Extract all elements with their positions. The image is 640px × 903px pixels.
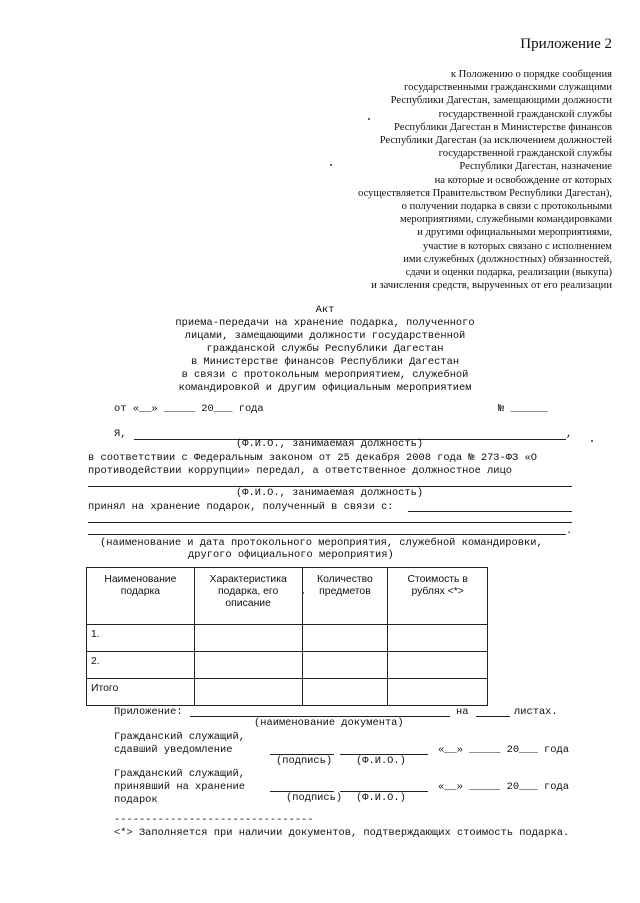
sender-date-field[interactable]: «__» _____ 20___ года xyxy=(438,744,569,756)
table-cell[interactable] xyxy=(388,679,488,706)
regulation-line: к Положению о порядке сообщения xyxy=(450,69,612,80)
act-title xyxy=(0,304,640,395)
fio-position-caption-2: (Ф.И.О., занимаемая должность) xyxy=(236,487,424,499)
sender-label: Гражданский служащий, xyxy=(114,731,245,743)
table-row-total xyxy=(87,679,488,706)
scan-speck xyxy=(302,592,304,594)
receiver-label: подарок xyxy=(114,794,158,806)
receiver-label: Гражданский служащий, xyxy=(114,768,245,780)
table-row xyxy=(87,625,488,652)
attachment-sheets-input-line[interactable] xyxy=(476,716,510,717)
table-cell[interactable] xyxy=(194,625,302,652)
regulation-line: Республики Дагестан (за исключением должностей xyxy=(379,135,612,147)
act-title-line: гражданской службы Республики Дагестан xyxy=(206,343,444,355)
regulation-reference xyxy=(282,68,612,292)
event-caption: другого официального мероприятия) xyxy=(188,549,394,561)
column-header: Стоимость в рублях <*> xyxy=(388,568,488,625)
signature-caption: (подпись) xyxy=(276,755,333,767)
column-header: Наименование подарка xyxy=(87,568,195,625)
doc-name-caption: (наименование документа) xyxy=(254,717,404,729)
regulation-line: о получении подарка в связи с протокольными xyxy=(401,201,612,213)
act-title-line: приема-передачи на хранение подарка, полученного xyxy=(175,317,475,329)
footnote: <*> Заполняется при наличии документов, подтверждающих стоимость подарка. xyxy=(114,827,570,839)
regulation-line: мероприятиями, служебными командировками xyxy=(400,214,612,226)
regulation-line: и другими официальными мероприятиями, xyxy=(417,227,612,239)
regulation-line: ими служебных (должностных) обязанностей, xyxy=(403,253,612,265)
event-input-line-2[interactable] xyxy=(88,522,572,523)
scan-speck xyxy=(330,164,332,166)
footnote-separator: -------------------------------- xyxy=(114,814,314,826)
act-number-field[interactable]: № ______ xyxy=(498,403,548,415)
receiver-date-field[interactable]: «__» _____ 20___ года xyxy=(438,781,569,793)
act-title-line: командировкой и другим официальным мероприятием xyxy=(178,382,472,394)
table-cell[interactable] xyxy=(302,625,388,652)
table-cell[interactable] xyxy=(302,679,388,706)
table-cell[interactable]: Итого xyxy=(87,679,195,706)
regulation-line: сдачи и оценки подарка, реализации (выкупа) xyxy=(405,267,612,279)
receiver-label: принявший на хранение xyxy=(114,781,245,793)
fio-position-caption: (Ф.И.О., занимаемая должность) xyxy=(236,438,424,450)
appendix-title: Приложение 2 xyxy=(520,36,612,52)
accepted-line: принял на хранение подарок, полученный в связи с: xyxy=(88,501,394,513)
table-cell[interactable]: 1. xyxy=(87,625,195,652)
gift-table xyxy=(86,567,488,706)
scan-speck xyxy=(591,440,593,442)
table-cell[interactable] xyxy=(388,652,488,679)
fio-caption: (Ф.И.О.) xyxy=(356,792,406,804)
act-date-field[interactable]: от «__» _____ 20___ года xyxy=(114,403,264,415)
event-caption: (наименование и дата протокольного мероприятия, служебной командировки, xyxy=(100,537,543,549)
table-cell[interactable] xyxy=(194,652,302,679)
table-cell[interactable]: 2. xyxy=(87,652,195,679)
act-title-line: Акт xyxy=(315,304,335,316)
law-reference-line: противодействии коррупции» передал, а ответственное должностное лицо xyxy=(88,465,513,477)
regulation-line: государственными гражданскими служащими xyxy=(403,82,612,94)
sender-label: сдавший уведомление xyxy=(114,744,233,756)
table-cell[interactable] xyxy=(302,652,388,679)
regulation-line: государственной гражданской службы xyxy=(438,108,612,120)
regulation-line: и зачисления средств, вырученных от его реализации xyxy=(371,280,612,292)
table-cell[interactable] xyxy=(194,679,302,706)
regulation-line: государственной гражданской службы xyxy=(438,148,612,160)
regulation-line: на которые и освобождение от которых xyxy=(434,174,612,186)
scan-speck xyxy=(368,118,370,120)
attachment-label: Приложение: xyxy=(114,706,183,718)
act-title-line: в Министерстве финансов Республики Дагестан xyxy=(190,356,460,368)
regulation-line: Республики Дагестан, замещающими должности xyxy=(390,95,612,107)
event-input-line[interactable] xyxy=(408,511,572,512)
regulation-line: осуществляется Правительством Республики Дагестан), xyxy=(358,187,612,199)
act-title-line: в связи с протокольным мероприятием, служебной xyxy=(181,369,469,381)
regulation-line: Республики Дагестан в Министерстве финансов xyxy=(394,121,612,133)
fio-caption: (Ф.И.О.) xyxy=(356,755,406,767)
table-header-row xyxy=(87,568,488,625)
regulation-line: Республики Дагестан, назначение xyxy=(459,161,612,173)
act-title-line: лицами, замещающими должности государственной xyxy=(184,330,466,342)
attachment-on: на xyxy=(456,706,469,718)
column-header: Характеристика подарка, его описание xyxy=(194,568,302,625)
event-input-line-3[interactable] xyxy=(88,534,566,535)
table-cell[interactable] xyxy=(388,625,488,652)
law-reference-line: в соответствии с Федеральным законом от 25 декабря 2008 года № 273-ФЗ «О xyxy=(88,452,537,464)
table-row xyxy=(87,652,488,679)
signature-caption: (подпись) xyxy=(286,792,343,804)
regulation-line: участие в которых связано с исполнением xyxy=(422,240,612,252)
column-header: Количество предметов xyxy=(302,568,388,625)
attachment-sheets: листах. xyxy=(514,706,558,718)
i-label: Я, xyxy=(114,428,127,440)
